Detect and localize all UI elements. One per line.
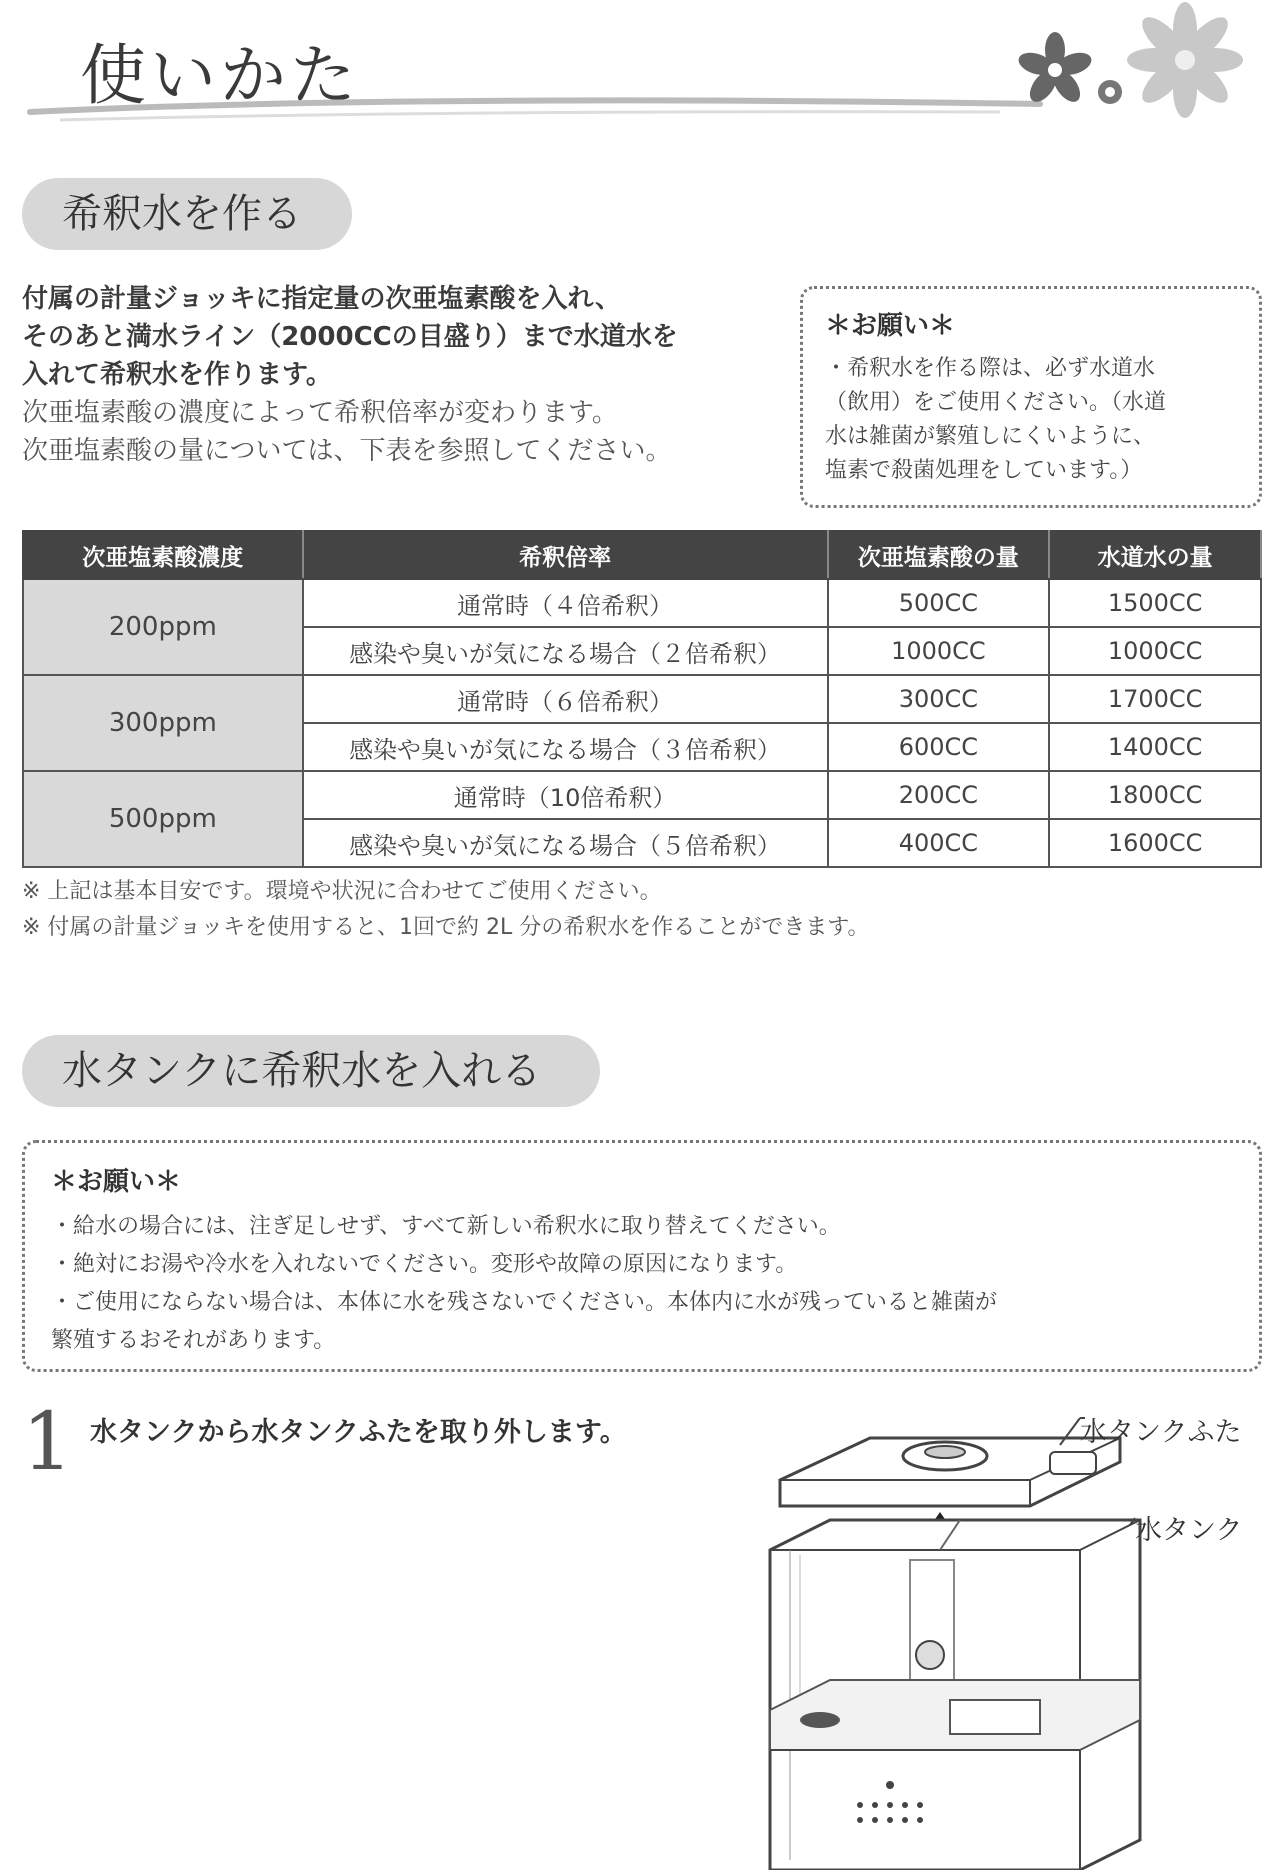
table-header-row	[23, 531, 1261, 579]
note-line: 塩素で殺菌処理をしています。）	[825, 458, 1143, 483]
table-row	[23, 771, 1261, 819]
note-heading: ＊お願い＊	[825, 311, 956, 341]
header-water-amount: 水道水の量	[1049, 531, 1261, 579]
label-water-tank: 水タンク	[1135, 1515, 1243, 1546]
acid-cell: 1000CC	[828, 627, 1050, 675]
ratio-cell: 通常時（４倍希釈）	[303, 579, 828, 627]
step-number: 1	[22, 1395, 73, 1488]
footnote: ※ 上記は基本目安です。環境や状況に合わせてご使用ください。	[22, 879, 662, 904]
header-concentration: 次亜塩素酸濃度	[23, 531, 303, 579]
intro-subline: 次亜塩素酸の濃度によって希釈倍率が変わります。	[22, 398, 618, 428]
concentration-cell: 300ppm	[23, 675, 303, 771]
note-line: （飲用）をご使用ください。（水道	[825, 390, 1167, 415]
note-line: ・希釈水を作る際は、必ず水道水	[825, 356, 1156, 381]
acid-cell: 400CC	[828, 819, 1050, 867]
step-instruction: 水タンクから水タンクふたを取り外します。	[90, 1417, 627, 1448]
ratio-cell: 感染や臭いが気になる場合（３倍希釈）	[303, 723, 828, 771]
water-cell: 1800CC	[1049, 771, 1261, 819]
note-line: ・ご使用にならない場合は、本体に水を残さないでください。本体内に水が残っていると雑菌が	[51, 1290, 998, 1315]
note-line: 繁殖するおそれがあります。	[51, 1328, 336, 1353]
water-cell: 1700CC	[1049, 675, 1261, 723]
header-acid-amount: 次亜塩素酸の量	[828, 531, 1050, 579]
table-footnotes	[22, 874, 1262, 946]
water-cell: 1600CC	[1049, 819, 1261, 867]
ratio-cell: 感染や臭いが気になる場合（２倍希釈）	[303, 627, 828, 675]
water-cell: 1500CC	[1049, 579, 1261, 627]
concentration-cell: 200ppm	[23, 579, 303, 675]
acid-cell: 300CC	[828, 675, 1050, 723]
section-heading-make-dilution: 希釈水を作る	[22, 178, 352, 250]
acid-cell: 200CC	[828, 771, 1050, 819]
section-heading-fill-tank: 水タンクに希釈水を入れる	[22, 1035, 600, 1107]
title-underline	[0, 60, 1060, 130]
water-cell: 1000CC	[1049, 627, 1261, 675]
page-title: 使いかた	[80, 37, 360, 114]
concentration-cell: 500ppm	[23, 771, 303, 867]
intro-subline: 次亜塩素酸の量については、下表を参照してください。	[22, 436, 672, 466]
intro-line: 入れて希釈水を作ります。	[22, 360, 332, 390]
intro-line: そのあと満水ライン（2000CCの目盛り）まで水道水を	[22, 322, 678, 352]
request-note-box	[800, 286, 1262, 508]
flower-decoration	[1010, 0, 1270, 130]
ratio-cell: 感染や臭いが気になる場合（５倍希釈）	[303, 819, 828, 867]
water-cell: 1400CC	[1049, 723, 1261, 771]
acid-cell: 500CC	[828, 579, 1050, 627]
water-tank-illustration	[740, 1400, 1160, 1870]
ratio-cell: 通常時（10倍希釈）	[303, 771, 828, 819]
note-line: 水は雑菌が繁殖しにくいように、	[825, 424, 1156, 449]
dilution-table	[22, 530, 1262, 868]
note-line: ・給水の場合には、注ぎ足しせず、すべて新しい希釈水に取り替えてください。	[51, 1214, 841, 1239]
footnote: ※ 付属の計量ジョッキを使用すると、1回で約 2L 分の希釈水を作ることができます。	[22, 915, 870, 940]
intro-line: 付属の計量ジョッキに指定量の次亜塩素酸を入れ、	[22, 284, 622, 314]
request-note-box-2	[22, 1140, 1262, 1372]
note-heading: ＊お願い＊	[51, 1167, 182, 1197]
acid-cell: 600CC	[828, 723, 1050, 771]
header-ratio: 希釈倍率	[303, 531, 828, 579]
table-row	[23, 579, 1261, 627]
ratio-cell: 通常時（６倍希釈）	[303, 675, 828, 723]
table-row	[23, 675, 1261, 723]
intro-text	[22, 280, 792, 470]
label-tank-lid: 水タンクふた	[1080, 1417, 1242, 1448]
note-line: ・絶対にお湯や冷水を入れないでください。変形や故障の原因になります。	[51, 1252, 798, 1277]
